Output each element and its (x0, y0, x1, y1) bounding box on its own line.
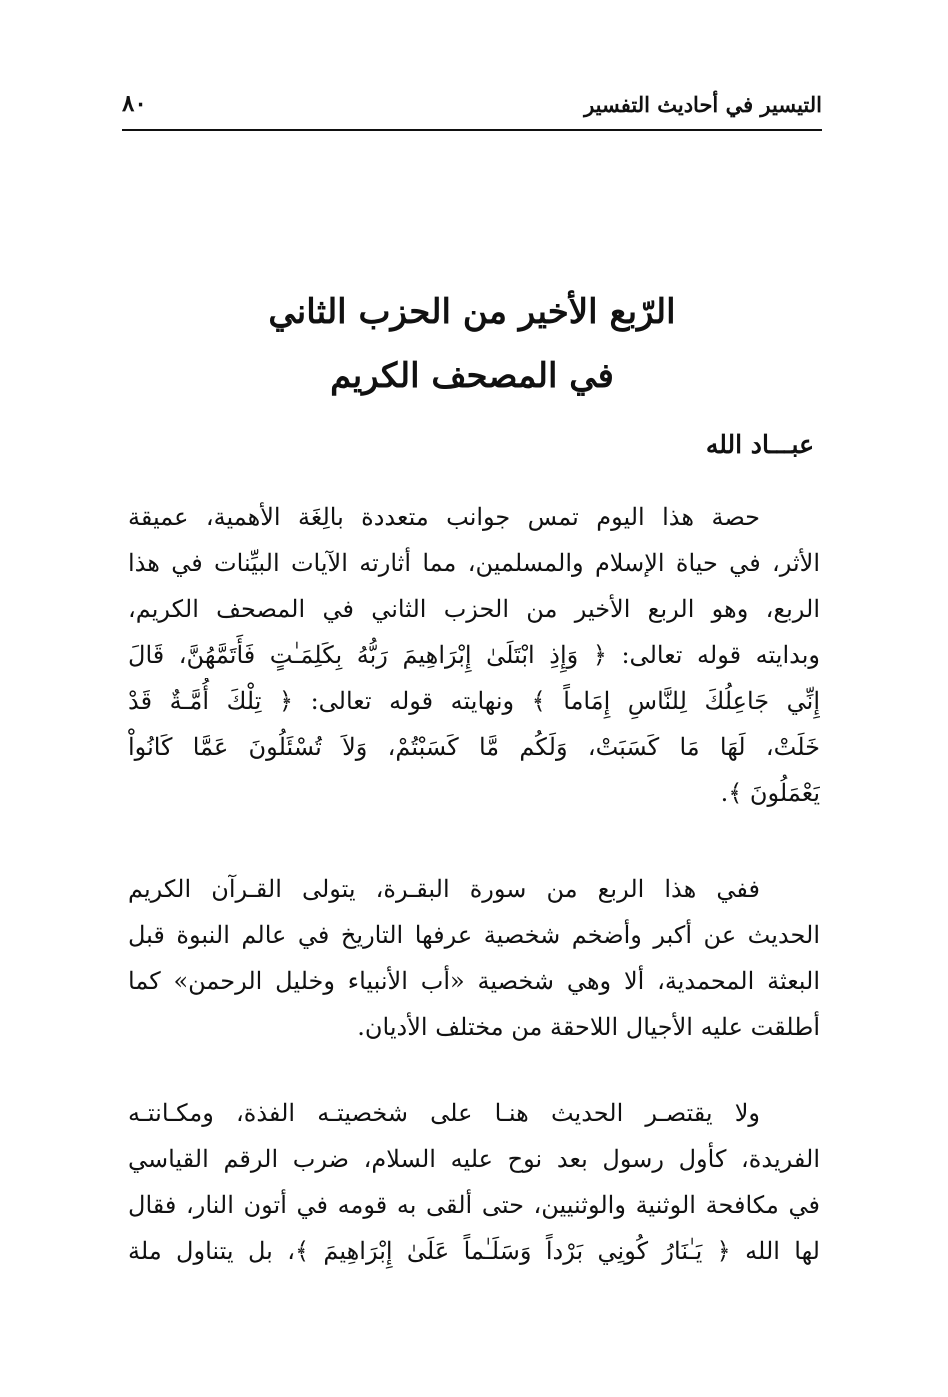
text-line: الربع، وهو الربع الأخير من الحزب الثاني في المصحف الكريم، (128, 595, 820, 623)
paragraph-2 (128, 866, 820, 1050)
chapter-title-line-2: في المصحف الكريم (330, 356, 614, 396)
text-line: ولا يقتصـر الحديث هنـا على شخصيتـه الفذة، ومكـانتـه (128, 1099, 760, 1127)
chapter-title-line-1: الرّبع الأخير من الحزب الثاني (268, 292, 676, 332)
text-line: لها الله ﴿ يَـٰنَارُ كُونِي بَرْداً وَسَلَـٰماً عَلَىٰ إِبْرَاهِيمَ ﴾، بل يتناول ملة (128, 1237, 820, 1265)
text-line: وبدايته قوله تعالى: ﴿ وَإِذِ ابْتَلَىٰ إِبْرَاهِيمَ رَبُّهُ بِكَلِمَـٰتٍ فَأَتَمَّهُنَّ، قَالَ (128, 641, 820, 669)
header-title: التيسير في أحاديث التفسير (584, 92, 822, 117)
text-line: خَلَتْ، لَهَا مَا كَسَبَتْ، وَلَكُم مَّا كَسَبْتُمْ، وَلاَ تُسْئَلُونَ عَمَّا كَانُواْ (128, 733, 820, 761)
text-line: في مكافحة الوثنية والوثنيين، حتى ألقى به قومه في أتون النار، فقال (128, 1191, 820, 1219)
text-line: يَعْمَلُونَ ﴾. (720, 779, 820, 807)
text-line: الحديث عن أكبر وأضخم شخصية عرفها التاريخ في عالم النبوة قبل (128, 921, 820, 949)
page-number: ٨٠ (122, 90, 147, 117)
paragraph-1 (128, 494, 820, 816)
text-line: إِنِّي جَاعِلُكَ لِلنَّاسِ إِمَاماً ﴾ ونهايته قوله تعالى: ﴿ تِلْكَ أُمَّـةٌ قَدْ (128, 687, 820, 715)
header-divider (122, 129, 822, 131)
text-line: الفريدة، كأول رسول بعد نوح عليه السلام، ضرب الرقم القياسي (128, 1145, 820, 1173)
running-header (122, 86, 822, 126)
chapter-title (122, 280, 822, 408)
address-heading: عبـــاد الله (705, 430, 814, 459)
text-line: حصة هذا اليوم تمس جوانب متعددة بالِغَة الأهمية، عميقة (128, 503, 760, 531)
text-line: الأثر، في حياة الإسلام والمسلمين، مما أثارته الآيات البيِّنات في هذا (128, 549, 820, 577)
text-line: البعثة المحمدية، ألا وهي شخصية «أب الأنبياء وخليل الرحمن» كما (128, 967, 820, 995)
paragraph-3 (128, 1090, 820, 1274)
text-line: ففي هذا الربع من سورة البقـرة، يتولى القـرآن الكريم (128, 875, 760, 903)
text-line: أطلقت عليه الأجيال اللاحقة من مختلف الأديان. (357, 1013, 820, 1041)
